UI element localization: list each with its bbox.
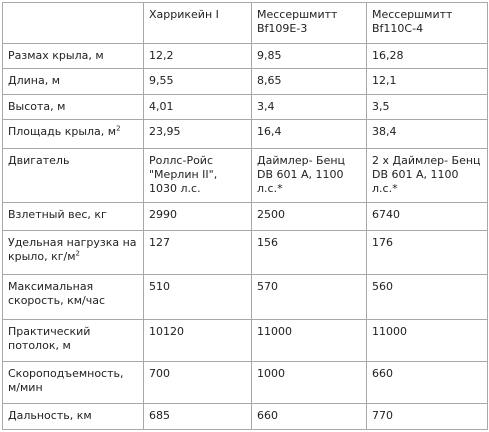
superscript: 2 (75, 249, 80, 258)
table-row (3, 230, 488, 274)
header-corner-cell (3, 3, 144, 44)
cell-bf109: 8,65 (252, 69, 367, 95)
row-label-text: Практический потолок, м (8, 324, 91, 352)
row-label (3, 203, 144, 231)
row-label-text: Длина, м (8, 74, 60, 88)
cell-bf109: 1000 (252, 361, 367, 404)
cell-hurricane: 4,01 (144, 94, 252, 120)
row-label (3, 43, 144, 69)
row-label (3, 69, 144, 95)
cell-bf110: 560 (367, 274, 488, 319)
row-label-text: Скороподъемность, м/мин (8, 366, 124, 394)
cell-bf110: 16,28 (367, 43, 488, 69)
row-label (3, 149, 144, 203)
cell-hurricane: 510 (144, 274, 252, 319)
cell-hurricane: 12,2 (144, 43, 252, 69)
row-label-text: Площадь крыла, м (8, 125, 117, 139)
cell-bf110: 38,4 (367, 120, 488, 149)
table-row (3, 149, 488, 203)
row-label-text: Максимальная скорость, км/час (8, 279, 106, 307)
cell-bf109: 16,4 (252, 120, 367, 149)
cell-hurricane: 685 (144, 404, 252, 430)
row-label-text: Удельная нагрузка на крыло, кг/м (8, 235, 137, 263)
cell-bf109: 570 (252, 274, 367, 319)
row-label-text: Дальность, км (8, 409, 92, 423)
cell-bf110: 2 х Даймлер- Бенц DB 601 A, 1100 л.с.* (367, 149, 488, 203)
cell-hurricane: 2990 (144, 203, 252, 231)
cell-bf109: 3,4 (252, 94, 367, 120)
cell-bf109: 2500 (252, 203, 367, 231)
cell-bf109: 660 (252, 404, 367, 430)
cell-bf110: 660 (367, 361, 488, 404)
row-label (3, 319, 144, 361)
table-row (3, 404, 488, 430)
cell-bf110: 11000 (367, 319, 488, 361)
row-label-text: Размах крыла, м (8, 48, 104, 62)
row-label (3, 404, 144, 430)
cell-bf110: 6740 (367, 203, 488, 231)
cell-bf109: 9,85 (252, 43, 367, 69)
cell-bf110: 3,5 (367, 94, 488, 120)
table-row (3, 319, 488, 361)
row-label (3, 120, 144, 149)
cell-bf109: 11000 (252, 319, 367, 361)
table-row (3, 274, 488, 319)
header-bf110: Мессершмитт Bf110C-4 (367, 3, 488, 44)
row-label-text: Взлетный вес, кг (8, 208, 107, 222)
cell-bf110: 770 (367, 404, 488, 430)
cell-hurricane: 127 (144, 230, 252, 274)
row-label-text: Высота, м (8, 99, 66, 113)
header-bf109: Мессершмитт Bf109E-3 (252, 3, 367, 44)
table-row (3, 120, 488, 149)
row-label (3, 94, 144, 120)
cell-bf109: 156 (252, 230, 367, 274)
table-row (3, 361, 488, 404)
cell-bf110: 12,1 (367, 69, 488, 95)
aircraft-comparison-table (2, 2, 488, 430)
cell-hurricane: 10120 (144, 319, 252, 361)
row-label-text: Двигатель (8, 154, 70, 168)
table-row (3, 69, 488, 95)
cell-hurricane: 23,95 (144, 120, 252, 149)
table-row (3, 43, 488, 69)
cell-hurricane: 9,55 (144, 69, 252, 95)
row-label (3, 361, 144, 404)
superscript: 2 (116, 124, 121, 133)
cell-hurricane: Роллс-Ройс "Мерлин II", 1030 л.с. (144, 149, 252, 203)
table-header-row (3, 3, 488, 44)
cell-bf110: 176 (367, 230, 488, 274)
cell-hurricane: 700 (144, 361, 252, 404)
row-label (3, 274, 144, 319)
cell-bf109: Даймлер- Бенц DB 601 A, 1100 л.с.* (252, 149, 367, 203)
header-hurricane: Харрикейн I (144, 3, 252, 44)
table-row (3, 94, 488, 120)
table-row (3, 203, 488, 231)
row-label (3, 230, 144, 274)
